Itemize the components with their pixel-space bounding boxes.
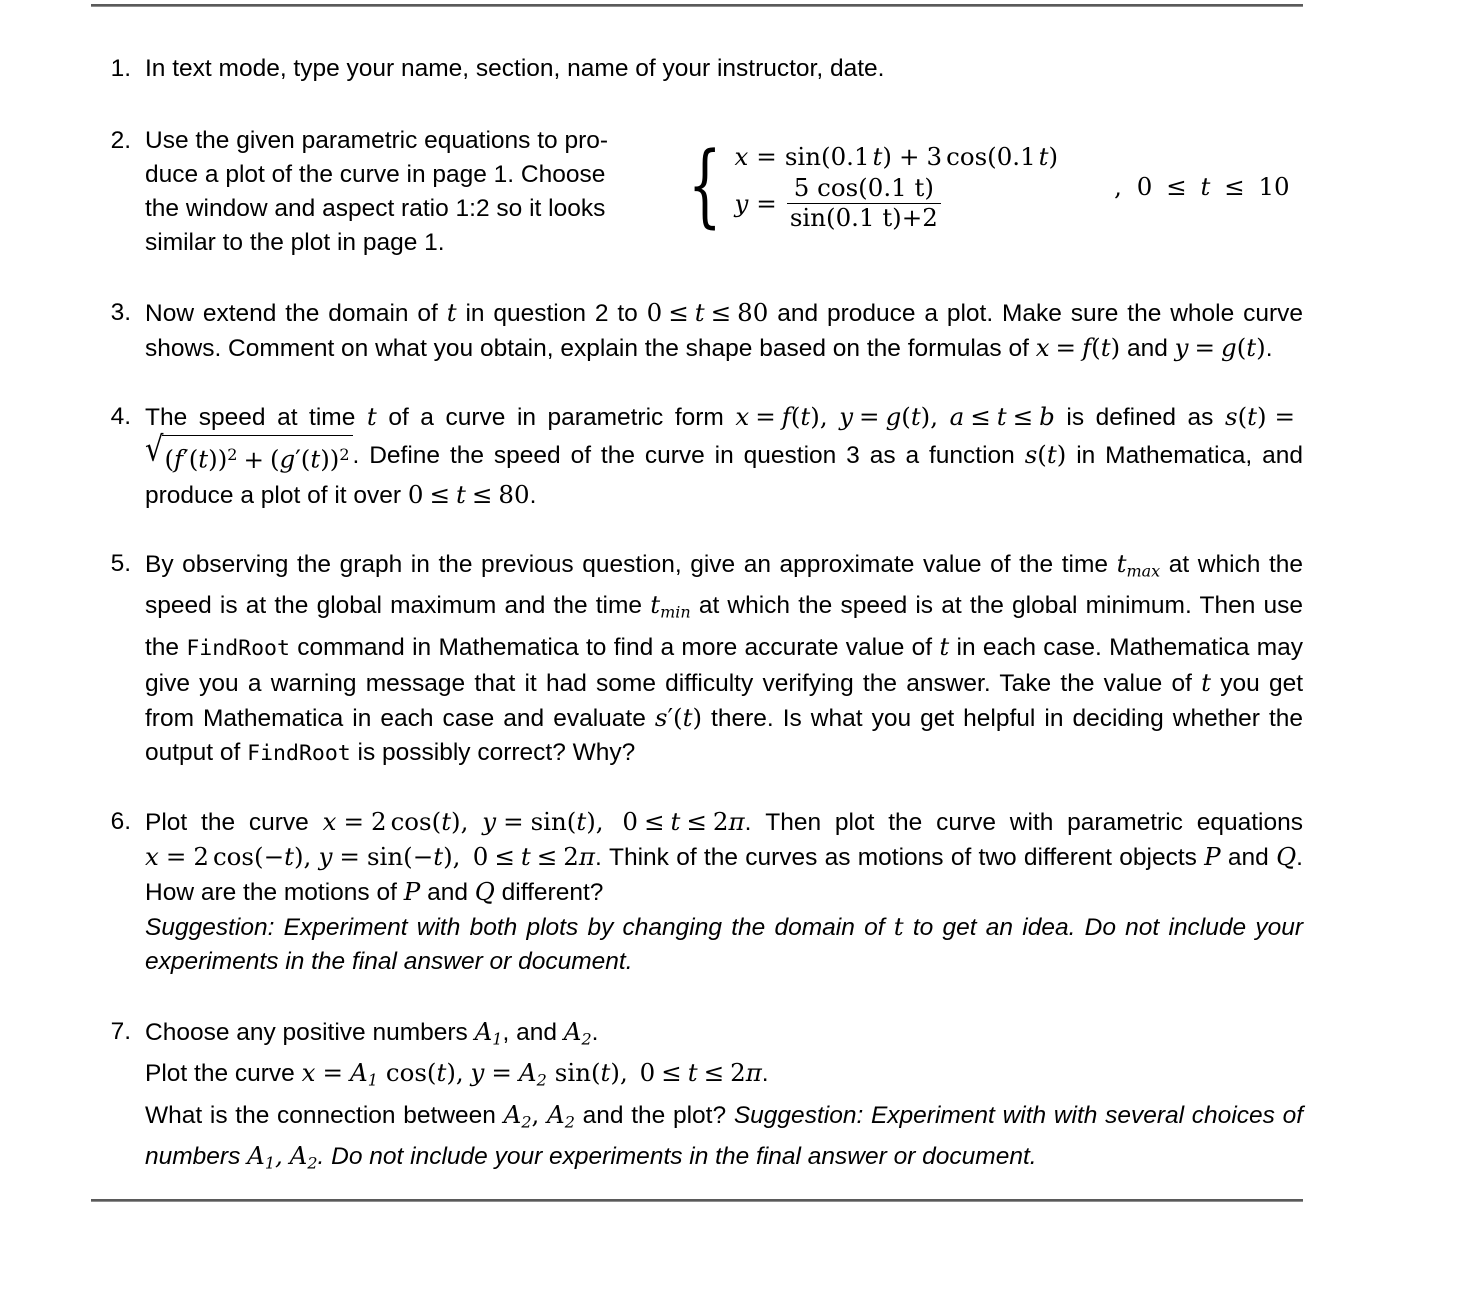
q7-t1: t — [436, 1058, 447, 1088]
q4-slp: ( — [1237, 402, 1248, 431]
question-number-4: 4. — [110, 403, 131, 430]
q6-r1two: 2 — [712, 806, 729, 836]
q4-rhi: 80 — [498, 479, 530, 509]
q5-sprime — [655, 703, 702, 732]
question-text-1 — [145, 52, 1303, 86]
q6-t3: t — [284, 841, 294, 871]
q6-t2: t — [576, 806, 587, 836]
q7-t2: t — [600, 1058, 611, 1088]
q5-part-d: command in Mathematica to find a more accurate value of — [297, 633, 933, 661]
eq-x-rp1: ) — [882, 142, 892, 171]
q6-m2: − — [412, 841, 434, 871]
q7-suggestion-a: Suggestion: Experiment with with several choices of numbers — [145, 1101, 1304, 1171]
q7-A1a — [474, 1016, 503, 1049]
q4-eq1: = — [755, 402, 776, 431]
q4-r-prime2: ′ — [295, 444, 301, 474]
q6-two2: 2 — [193, 841, 209, 871]
q7-A2c-sub: 2 — [521, 1112, 532, 1132]
q7-A1c — [247, 1141, 276, 1173]
q7-rtwo: 2 — [730, 1058, 746, 1088]
q7-rv: t — [687, 1058, 698, 1088]
q4-period: . — [529, 481, 537, 509]
q4-r-lp3: ( — [269, 444, 280, 474]
q5-part-e: in each case. Mathematica may give you a warning message that it had some difficulty verifying the answer. Take the value of — [145, 633, 1303, 697]
q4-rvar: t — [455, 479, 466, 509]
question-number-5: 5. — [110, 549, 131, 577]
equation-stack — [734, 142, 1058, 232]
q4-s2lp: ( — [1037, 439, 1047, 469]
q5-tmin-base: t — [650, 590, 661, 620]
q4-part-e: in Mathematica, and produce a plot of it over — [145, 441, 1303, 509]
q7-A2a-base: A — [563, 1016, 582, 1046]
q6-part-e: . How are the motions of — [145, 843, 1303, 906]
q4-st: t — [1247, 402, 1257, 431]
q7-c1: , — [455, 1058, 464, 1088]
q7-y: y — [470, 1058, 485, 1088]
q5-t1: t — [939, 631, 950, 661]
q4-r-lp4: ( — [300, 444, 311, 474]
q4-r-f: f — [174, 444, 184, 474]
q4-lp1: ( — [790, 402, 801, 431]
footer-rule — [91, 1199, 1303, 1202]
q4-eq3: = — [1274, 402, 1296, 431]
q7-A2d — [547, 1099, 575, 1132]
q3-part-a: Now extend the domain of — [145, 300, 438, 327]
square-root-expression — [145, 428, 353, 478]
eq-x-rp2: ) — [1048, 142, 1059, 171]
eq-x-sin: sin — [784, 142, 822, 171]
q6-c3: , — [303, 841, 312, 871]
q5-part-h: is possibly correct? Why? — [357, 738, 636, 766]
eq-x-equals: = — [756, 142, 777, 171]
q6-rp3: ) — [293, 841, 304, 871]
q7-eq2: = — [491, 1058, 512, 1088]
q7-A2e — [289, 1141, 318, 1173]
question-item-1 — [91, 52, 1303, 86]
q4-rle1: ≤ — [429, 479, 450, 509]
q3-lp2: ( — [1236, 333, 1247, 362]
q7-A1b-sub: 1 — [367, 1070, 378, 1090]
q6-x1: x — [322, 806, 337, 836]
q7-rp1: ) — [446, 1058, 456, 1088]
q4-r-rp3: ) — [329, 444, 340, 474]
q3-g: g — [1221, 333, 1237, 362]
q6-y2: y — [318, 841, 333, 871]
range-upper: 10 — [1258, 171, 1290, 201]
question-item-6 — [91, 805, 1303, 979]
q7-sin: sin — [554, 1058, 591, 1088]
q6-rp2: ) — [586, 806, 596, 836]
q7-part-c: Plot the curve — [145, 1060, 295, 1088]
eq-x-three: 3 — [926, 142, 943, 171]
q2-line-3: the window and aspect ratio 1:2 so it looks — [145, 195, 606, 222]
eq-x-c1: 0.1 — [830, 142, 870, 171]
q7-A2b-base: A — [518, 1058, 537, 1088]
q6-t4: t — [433, 841, 444, 871]
q3-period: . — [1265, 335, 1273, 362]
q4-r-rp2: ) — [208, 444, 218, 474]
q4-r-sup1: 2 — [227, 445, 238, 464]
eq-x-lp2: ( — [987, 142, 997, 171]
q6-eq2: = — [503, 806, 524, 836]
q4-t2: t — [996, 402, 1007, 431]
question-2-row — [145, 124, 1303, 260]
q3-x: x — [1035, 333, 1050, 362]
q3-y: y — [1174, 333, 1189, 362]
q6-c4: , — [452, 841, 461, 871]
q6-eq3: = — [165, 841, 187, 871]
q6-r2le1: ≤ — [494, 841, 515, 871]
q6-r1lo: 0 — [622, 806, 638, 836]
left-brace-icon: { — [687, 132, 722, 239]
q4-s: s — [1224, 402, 1238, 431]
q4-le2: ≤ — [1012, 402, 1034, 431]
q4-r-t1: t — [198, 444, 209, 474]
question-item-4 — [91, 400, 1303, 513]
q5-part-b: at which the speed is at the global maximum and the time — [145, 550, 1304, 620]
q5-tmax-sub: max — [1126, 561, 1161, 581]
question-number-1: 1. — [110, 55, 131, 82]
q3-rp2: ) — [1256, 333, 1266, 362]
q6-r1le2: ≤ — [686, 806, 707, 836]
q7-A2a-sub: 2 — [581, 1029, 592, 1049]
q7-lp1: ( — [426, 1058, 437, 1088]
q4-r-plus: + — [243, 444, 264, 474]
q6-cos2: cos — [212, 841, 254, 871]
question-number-3: 3. — [110, 299, 131, 326]
q4-rp1: ) — [810, 402, 820, 431]
q6-P2: P — [403, 876, 421, 906]
q6-c1: , — [460, 806, 469, 836]
q7-rp2: ) — [610, 1058, 620, 1088]
range-variable: t — [1200, 171, 1211, 201]
q7-part-b: , and — [502, 1018, 557, 1046]
q5-tmin — [650, 590, 691, 622]
q7-A2d-sub: 2 — [564, 1112, 575, 1132]
q4-f: f — [781, 402, 791, 431]
q5-t2: t — [1201, 667, 1211, 697]
q7-A2e-sub: 2 — [307, 1153, 318, 1173]
question-text-2 — [145, 124, 645, 260]
q7-c3: , — [531, 1099, 540, 1129]
question-text-5 — [145, 547, 1303, 771]
q2-line-4: similar to the plot in page 1. — [145, 229, 445, 256]
q4-rlo: 0 — [407, 479, 424, 509]
q4-comma1: , — [819, 402, 828, 431]
q6-lp1: ( — [431, 806, 442, 836]
q6-sin2: sin — [366, 841, 404, 871]
eq-y-equals: = — [756, 188, 777, 218]
question-text-6 — [145, 805, 1303, 910]
equation-domain-range — [1114, 172, 1290, 202]
q4-g: g — [885, 402, 902, 431]
q7-A2e-base: A — [289, 1141, 308, 1171]
q7-A2b — [518, 1058, 547, 1090]
q3-lp1: ( — [1091, 333, 1101, 362]
q7-A1b — [349, 1058, 378, 1090]
q4-y: y — [839, 402, 854, 431]
q3-le-1: ≤ — [668, 298, 689, 327]
q7-A1c-sub: 1 — [264, 1153, 276, 1173]
q4-a: a — [949, 402, 965, 431]
question-text-4 — [145, 400, 1303, 513]
q6-lp3: ( — [254, 841, 264, 871]
radicand — [162, 435, 352, 478]
question-item-5 — [91, 547, 1303, 771]
range-le-1: ≤ — [1166, 171, 1187, 201]
q6-part-c: . Think of the curves as motions of two different objects — [594, 843, 1197, 871]
q3-gt: t — [1246, 333, 1257, 362]
findroot-command-2: FindRoot — [247, 740, 351, 766]
q3-part-b: in question 2 to — [465, 300, 638, 327]
q7-A2b-sub: 2 — [536, 1070, 547, 1090]
q3-rp1: ) — [1110, 333, 1121, 362]
q4-r-rp1: ) — [217, 444, 228, 474]
q6-eq4: = — [339, 841, 360, 871]
q6-r1pi: π — [728, 806, 745, 836]
q6-cos1: cos — [390, 806, 432, 836]
q6-sug-t: t — [893, 911, 904, 941]
q6-eq1: = — [343, 806, 364, 836]
q1-text: In text mode, type your name, section, name of your instructor, date. — [145, 55, 885, 82]
q5-sprime-lp: ( — [673, 702, 683, 732]
q3-le-2: ≤ — [710, 298, 732, 327]
q6-r1v: t — [670, 806, 681, 836]
q7-lp2: ( — [590, 1058, 601, 1088]
radical-icon: √ — [145, 428, 164, 469]
q6-lp2: ( — [566, 806, 577, 836]
q7-rpi: π — [745, 1058, 762, 1088]
q3-range-lo: 0 — [646, 298, 663, 327]
q7-c2: , — [619, 1058, 628, 1088]
q4-r-prime1: ′ — [183, 444, 189, 474]
q6-sug-a: Suggestion: Experiment with both plots by changing the domain of — [145, 913, 885, 941]
q6-c2: , — [595, 806, 604, 836]
eq-y-lhs: y — [734, 188, 749, 218]
q4-lp2: ( — [901, 402, 911, 431]
q6-r1le1: ≤ — [643, 806, 665, 836]
q6-t1: t — [441, 806, 452, 836]
q5-tmin-sub: min — [660, 602, 691, 622]
q4-part-a: The speed at time — [145, 404, 356, 431]
fraction — [787, 175, 941, 232]
q6-x2: x — [145, 841, 159, 871]
q6-Q2: Q — [474, 876, 495, 906]
q2-line-2: duce a plot of the curve in page 1. Choose — [145, 161, 606, 188]
range-comma: , — [1114, 171, 1122, 201]
question-7-line-1 — [145, 1015, 1303, 1056]
q4-r-sup2: 2 — [339, 445, 350, 464]
q5-sprime-s: s — [654, 702, 668, 732]
q7-cos: cos — [385, 1058, 427, 1088]
question-7-line-2 — [145, 1056, 1303, 1097]
q6-sug-b: to get an idea. Do not include your experiments in the final answer or document. — [145, 913, 1303, 975]
q6-part-g: different? — [501, 878, 604, 906]
q6-rp1: ) — [451, 806, 461, 836]
question-number-2: 2. — [110, 127, 131, 154]
q7-period-1: . — [591, 1018, 599, 1046]
q3-var-t: t — [446, 298, 457, 327]
q5-tmax — [1116, 548, 1161, 581]
eq-x-cos: cos — [946, 142, 988, 171]
q4-le1: ≤ — [970, 402, 991, 431]
parametric-equation-block — [645, 124, 1303, 239]
q6-y1: y — [482, 806, 497, 836]
question-item-2 — [91, 124, 1303, 260]
q7-A1c-base: A — [247, 1141, 265, 1171]
q4-comma2: , — [930, 402, 939, 431]
q6-part-a: Plot the curve — [145, 808, 309, 836]
q4-ft: t — [800, 402, 811, 431]
q4-r-lp2: ( — [188, 444, 199, 474]
q7-part-d: What is the connection between — [145, 1101, 496, 1129]
q4-rp2: ) — [920, 402, 931, 431]
q6-Q1: Q — [1276, 841, 1297, 871]
eq-x-lhs: x — [734, 142, 749, 171]
q6-sin1: sin — [530, 806, 567, 836]
q3-f: f — [1082, 333, 1092, 362]
range-le-2: ≤ — [1224, 171, 1245, 201]
q4-eq2: = — [859, 402, 880, 431]
q6-r2le2: ≤ — [536, 841, 558, 871]
q3-part-d: and — [1126, 335, 1168, 362]
document-content — [91, 0, 1303, 1180]
q7-rle1: ≤ — [661, 1058, 682, 1088]
q5-tmax-base: t — [1116, 548, 1127, 578]
q3-eq1: = — [1055, 333, 1077, 362]
q3-ft: t — [1100, 333, 1111, 362]
q5-sprime-t: t — [682, 702, 693, 732]
q5-part-g: there. Is what you get helpful in deciding whether the output of — [145, 704, 1304, 766]
eq-x-t1: t — [872, 142, 883, 171]
q6-rp4: ) — [443, 841, 453, 871]
q4-srp: ) — [1256, 402, 1267, 431]
q7-A2d-base: A — [547, 1099, 565, 1129]
q4-r-rp4: ) — [320, 444, 330, 474]
q4-part-c: is defined as — [1066, 404, 1214, 431]
eq-x-t2: t — [1038, 142, 1049, 171]
fraction-denominator: sin(0.1 t)+2 — [787, 203, 941, 232]
q7-period-2: . — [761, 1060, 769, 1088]
q4-r-lp1: ( — [164, 444, 175, 474]
q7-c4: , — [275, 1141, 283, 1171]
q4-part-d: . Define the speed of the curve in question 3 as a function — [352, 441, 1015, 469]
q5-sprime-p: ′ — [667, 702, 674, 732]
question-number-6: 6. — [110, 807, 131, 835]
q4-b: b — [1039, 402, 1055, 431]
q6-m1: − — [263, 841, 285, 871]
q7-part-e: and the plot? — [582, 1101, 727, 1129]
q7-suggestion-b: . Do not include your experiments in the final answer or document. — [317, 1143, 1037, 1171]
q6-part-d: and — [1227, 843, 1269, 871]
findroot-command-1: FindRoot — [186, 635, 290, 661]
q6-two1: 2 — [370, 806, 387, 836]
q4-part-b: of a curve in parametric form — [388, 404, 724, 431]
q4-var-t: t — [366, 402, 377, 431]
q7-A1a-sub: 1 — [492, 1029, 503, 1049]
equation-x — [734, 142, 1058, 171]
q6-r2lo: 0 — [472, 841, 489, 871]
q5-part-a: By observing the graph in the previous question, give an approximate value of the time — [145, 550, 1108, 578]
q6-part-b: . Then plot the curve with parametric equations — [744, 808, 1303, 836]
q4-s2t: t — [1046, 439, 1057, 469]
q6-r2pi: π — [578, 841, 595, 871]
q3-range-hi: 80 — [737, 298, 769, 327]
q4-rle2: ≤ — [471, 479, 493, 509]
q6-P1: P — [1204, 841, 1221, 871]
question-7-line-3 — [145, 1098, 1303, 1181]
question-text-3 — [145, 296, 1303, 366]
q6-part-f: and — [427, 878, 468, 906]
q5-sprime-rp: ) — [692, 702, 703, 732]
q7-A2a — [563, 1016, 592, 1049]
q7-rlo: 0 — [639, 1058, 656, 1088]
eq-x-lp1: ( — [821, 142, 831, 171]
q6-r2two: 2 — [563, 841, 579, 871]
q4-s2: s — [1024, 439, 1038, 469]
q3-range-var: t — [694, 298, 705, 327]
q7-A2c-base: A — [503, 1099, 522, 1129]
q7-part-a: Choose any positive numbers — [145, 1018, 468, 1046]
range-lower: 0 — [1136, 171, 1153, 201]
q3-part-c: and produce a plot. Make sure the whole curve shows. Comment on what you obtain, explain the shape based on the formulas of — [145, 300, 1303, 362]
equation-y — [734, 175, 1058, 232]
q4-s2rp: ) — [1056, 439, 1067, 469]
question-number-7: 7. — [110, 1017, 131, 1045]
question-list — [91, 52, 1303, 1180]
q7-x: x — [301, 1058, 316, 1088]
q5-part-c: at which the speed is at the global minimum. Then use the — [145, 592, 1303, 661]
q7-A1a-base: A — [474, 1016, 493, 1046]
question-item-3 — [91, 296, 1303, 366]
question-6-suggestion — [145, 910, 1303, 979]
q4-r-g: g — [279, 444, 296, 474]
fraction-numerator: 5 cos(0.1 t) — [793, 173, 934, 202]
q2-line-1: Use the given parametric equations to pro- — [145, 127, 609, 154]
q4-gt: t — [910, 402, 921, 431]
q7-A2c — [503, 1099, 532, 1132]
q7-rle2: ≤ — [703, 1058, 725, 1088]
q7-A1b-base: A — [349, 1058, 368, 1088]
q3-eq2: = — [1194, 333, 1216, 362]
eq-x-plus: + — [898, 142, 920, 171]
q6-lp4: ( — [403, 841, 413, 871]
eq-x-c2: 0.1 — [996, 142, 1036, 171]
question-item-7 — [91, 1015, 1303, 1181]
q6-r2v: t — [520, 841, 531, 871]
q5-part-f: you get from Mathematica in each case and evaluate — [145, 669, 1304, 732]
q4-r-t2: t — [310, 444, 321, 474]
q4-x: x — [735, 402, 750, 431]
q7-eq1: = — [322, 1058, 343, 1088]
